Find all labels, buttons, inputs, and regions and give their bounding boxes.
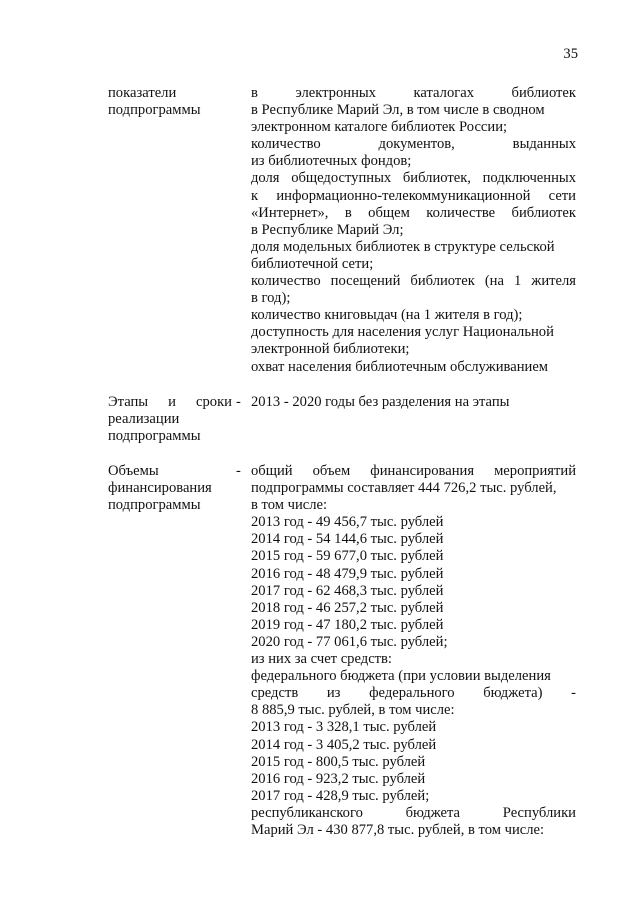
- text-line: 2015 год - 59 677,0 тыс. рублей: [251, 548, 444, 565]
- text-line: в год);: [251, 290, 291, 307]
- label-line: подпрограммы: [108, 102, 201, 119]
- dash-separator: -: [236, 463, 241, 479]
- text-line: 2017 год - 428,9 тыс. рублей;: [251, 787, 430, 804]
- label-line: финансирования: [108, 480, 212, 497]
- text-line: в электронных каталогах библиотек: [251, 85, 576, 101]
- text-line: количество документов, выданных: [251, 136, 576, 153]
- text-line: 2018 год - 46 257,2 тыс. рублей: [251, 599, 444, 616]
- text-line: 2013 год - 49 456,7 тыс. рублей: [251, 514, 444, 531]
- text-line: доступность для населения услуг Национальной: [251, 324, 554, 341]
- text-line: средств из федерального бюджета) -: [251, 685, 576, 702]
- text-line: охват населения библиотечным обслуживанием: [251, 358, 549, 375]
- section-label-financing: [108, 463, 244, 515]
- label-line: реализации: [108, 411, 180, 428]
- text-line: электронном каталоге библиотек России;: [251, 119, 508, 136]
- label-line: подпрограммы: [108, 428, 201, 445]
- label-line: Этапы и сроки: [108, 394, 232, 410]
- text-line: 2019 год - 47 180,2 тыс. рублей: [251, 616, 444, 633]
- text-line: 2014 год - 54 144,6 тыс. рублей: [251, 531, 444, 548]
- text-line: федерального бюджета (при условии выделения: [251, 668, 551, 685]
- text-line: библиотечной сети;: [251, 255, 374, 272]
- text-line: доля модельных библиотек в структуре сельской: [251, 238, 555, 255]
- text-line: из них за счет средств:: [251, 651, 392, 668]
- text-line: общий объем финансирования мероприятий: [251, 463, 576, 479]
- text-line: количество посещений библиотек (на 1 жителя: [251, 273, 576, 290]
- text-line: 2013 год - 3 328,1 тыс. рублей: [251, 719, 437, 736]
- section-label-indicators: [108, 85, 244, 119]
- dash-separator: -: [236, 394, 241, 410]
- text-line: 2016 год - 923,2 тыс. рублей: [251, 770, 426, 787]
- section-label-stages: [108, 394, 244, 446]
- text-line: к информационно-телекоммуникационной сети: [251, 187, 576, 204]
- text-line: подпрограммы составляет 444 726,2 тыс. рублей,: [251, 480, 557, 497]
- section-content-indicators: [251, 85, 576, 376]
- text-line: «Интернет», в общем количестве библиотек: [251, 204, 576, 221]
- text-line: республиканского бюджета Республики: [251, 804, 576, 821]
- label-line: Объемы: [108, 463, 159, 479]
- text-line: 2014 год - 3 405,2 тыс. рублей: [251, 736, 437, 753]
- text-line: 8 885,9 тыс. рублей, в том числе:: [251, 702, 455, 719]
- text-line: 2016 год - 48 479,9 тыс. рублей: [251, 565, 444, 582]
- text-line: из библиотечных фондов;: [251, 153, 412, 170]
- text-line: 2017 год - 62 468,3 тыс. рублей: [251, 582, 444, 599]
- text-line: в том числе:: [251, 497, 328, 514]
- text-line: 2015 год - 800,5 тыс. рублей: [251, 753, 426, 770]
- section-content-stages: [251, 394, 576, 411]
- text-line: доля общедоступных библиотек, подключенных: [251, 170, 576, 187]
- label-line: показатели: [108, 85, 177, 101]
- text-line: Марий Эл - 430 877,8 тыс. рублей, в том числе:: [251, 821, 545, 838]
- text-line: 2020 год - 77 061,6 тыс. рублей;: [251, 633, 448, 650]
- section-content-financing: [251, 463, 576, 839]
- page-number: 35: [563, 46, 578, 62]
- text-line: 2013 - 2020 годы без разделения на этапы: [251, 394, 510, 410]
- label-line: подпрограммы: [108, 497, 201, 514]
- text-line: количество книговыдач (на 1 жителя в год);: [251, 307, 523, 324]
- text-line: электронной библиотеки;: [251, 341, 410, 358]
- text-line: в Республике Марий Эл, в том числе в сводном: [251, 102, 545, 119]
- text-line: в Республике Марий Эл;: [251, 221, 404, 238]
